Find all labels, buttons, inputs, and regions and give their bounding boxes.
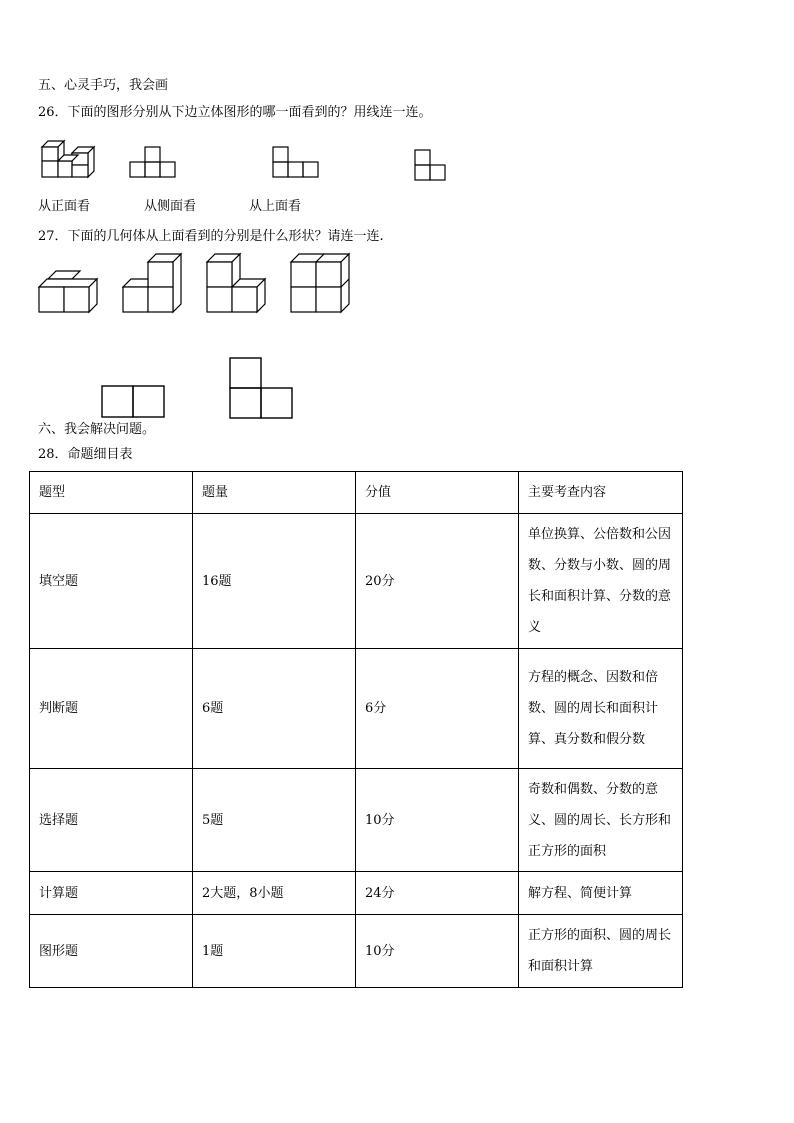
- q26-label-side: 从侧面看: [144, 199, 197, 214]
- table-row: [30, 915, 683, 988]
- cell-count: 1题: [193, 915, 356, 988]
- cell-score: 10分: [356, 915, 519, 988]
- q27-solid-1: [38, 268, 100, 314]
- table-header-row: [30, 472, 683, 514]
- cell-type: 选择题: [30, 769, 193, 872]
- cell-score: 10分: [356, 769, 519, 872]
- cell-count: 2大题，8小题: [193, 872, 356, 915]
- q27-solid-3: [206, 254, 268, 314]
- q26-view-c: [414, 148, 448, 184]
- q27-top-view-a: [101, 385, 167, 419]
- cell-count: 6题: [193, 649, 356, 769]
- q26-label-front: 从正面看: [38, 199, 91, 214]
- question-28-text: 28．命题细目表: [38, 447, 133, 462]
- cell-content: 奇数和偶数、分数的意义、圆的周长、长方形和正方形的面积: [519, 769, 683, 872]
- cell-content: 解方程、简便计算: [519, 872, 683, 915]
- cell-type: 填空题: [30, 514, 193, 649]
- q26-view-a: [130, 146, 180, 180]
- cell-score: 20分: [356, 514, 519, 649]
- table-row: [30, 649, 683, 769]
- cell-content: 单位换算、公倍数和公因数、分数与小数、圆的周长和面积计算、分数的意义: [519, 514, 683, 649]
- cell-type: 图形题: [30, 915, 193, 988]
- question-26-text: 26．下面的图形分别从下边立体图形的哪一面看到的？用线连一连。: [38, 105, 432, 120]
- cell-score: 6分: [356, 649, 519, 769]
- q27-solid-2: [122, 254, 184, 314]
- table-row: [30, 769, 683, 872]
- cell-type: 计算题: [30, 872, 193, 915]
- q26-solid-figure: [40, 137, 100, 182]
- cell-count: 16题: [193, 514, 356, 649]
- q27-solid-4: [290, 254, 352, 314]
- cell-score: 24分: [356, 872, 519, 915]
- question-27-text: 27．下面的几何体从上面看到的分别是什么形状？请连一连.: [38, 229, 384, 244]
- cell-type: 判断题: [30, 649, 193, 769]
- cell-content: 正方形的面积、圆的周长和面积计算: [519, 915, 683, 988]
- header-type: 题型: [30, 472, 193, 514]
- cell-count: 5题: [193, 769, 356, 872]
- header-score: 分值: [356, 472, 519, 514]
- header-content: 主要考查内容: [519, 472, 683, 514]
- section-five-title: 五、心灵手巧，我会画: [38, 78, 169, 93]
- section-six-title: 六、我会解决问题。: [38, 422, 156, 437]
- spec-table: [29, 471, 683, 988]
- table-row: [30, 872, 683, 915]
- q26-view-b: [272, 146, 322, 180]
- cell-content: 方程的概念、因数和倍数、圆的周长和面积计算、真分数和假分数: [519, 649, 683, 769]
- table-row: [30, 514, 683, 649]
- header-count: 题量: [193, 472, 356, 514]
- q26-label-top: 从上面看: [249, 199, 302, 214]
- q27-top-view-b: [229, 357, 295, 421]
